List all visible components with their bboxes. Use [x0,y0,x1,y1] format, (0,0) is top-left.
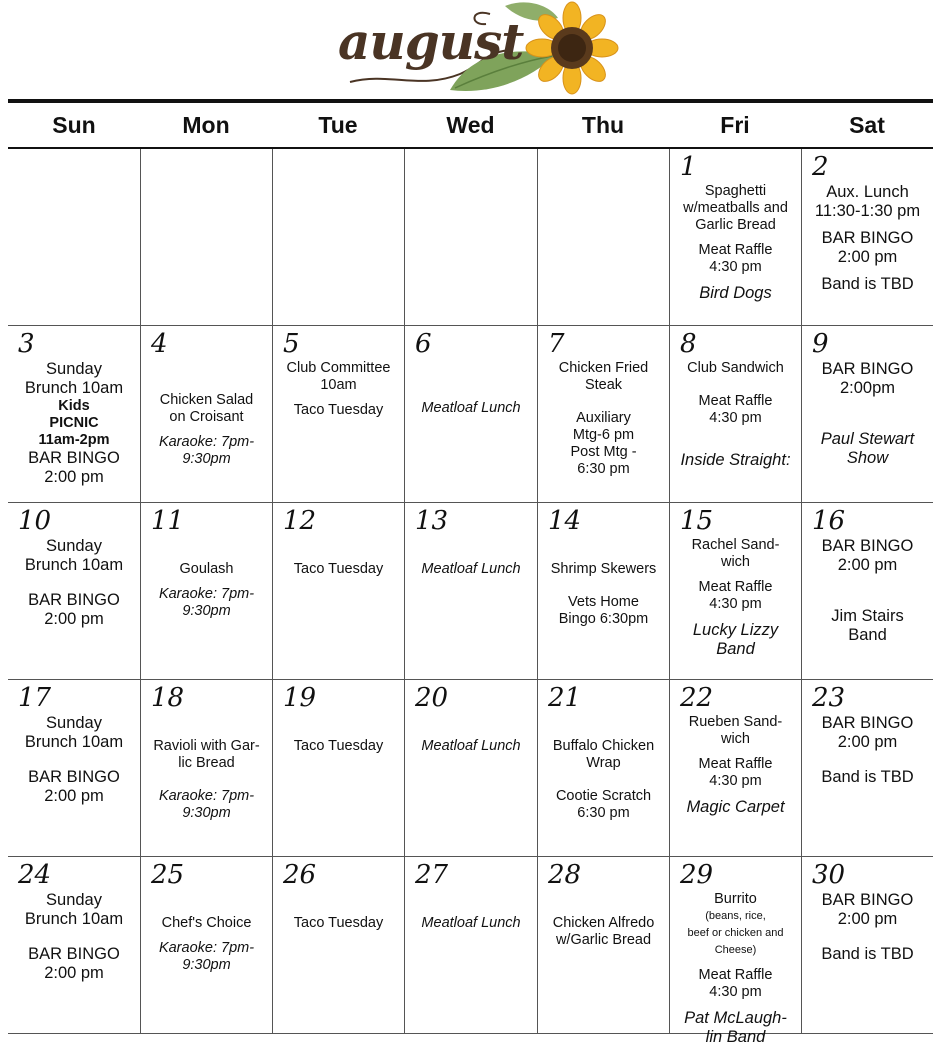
day-events [673,537,798,659]
event-text: (beans, rice, [705,910,766,922]
event-text: Meat Raffle [698,579,773,595]
event-text: Goulash [179,561,234,577]
day-events [541,360,666,478]
weekday-wed: Wed [446,112,495,138]
event-text: 4:30 pm [709,410,762,426]
event-text: PICNIC [49,415,99,431]
week-row [8,149,933,326]
day-events [805,183,930,294]
event-text: Brunch 10am [24,910,124,928]
day-number: 7 [548,329,565,359]
event-text: Bird Dogs [699,284,772,302]
event-text: Taco Tuesday [293,738,384,754]
event-text: Karaoke: 7pm- [158,788,255,804]
event-text: 4:30 pm [709,259,762,275]
day-events [408,714,534,755]
day-cell-13 [404,503,537,679]
event-text: Club Sandwich [687,360,784,376]
event-text: Garlic Bread [695,217,776,233]
weekday-tue: Tue [318,112,358,138]
day-cell-16 [801,503,933,679]
event-text: 2:00 pm [44,964,104,982]
event-text: beef or chicken and [687,927,784,939]
day-number: 19 [283,683,317,713]
day-cell-22 [669,680,801,856]
event-text: Rueben Sand- [688,714,783,730]
event-text: Vets Home [568,594,639,610]
event-text: Meatloaf Lunch [421,561,521,577]
event-text: Sunday [46,537,102,555]
event-text: Band is TBD [821,275,914,293]
day-cell-9 [801,326,933,502]
event-text: 9:30pm [182,451,231,467]
day-events [276,714,401,755]
day-number: 29 [680,860,714,890]
event-text: 4:30 pm [709,596,762,612]
day-cell-2 [801,149,933,325]
event-text: Mtg-6 pm [572,427,635,443]
event-text: 9:30pm [182,603,231,619]
event-text: Rachel Sand- [691,537,780,553]
event-text: Chicken Alfredo [552,915,655,931]
week-row [8,680,933,857]
week-row [8,326,933,503]
day-cell-28 [537,857,669,1033]
event-text: w/meatballs and [683,200,788,216]
day-cell-27 [404,857,537,1033]
day-number: 14 [548,506,582,536]
event-text: wich [720,554,750,570]
day-number: 13 [415,506,449,536]
event-text: BAR BINGO [821,891,914,909]
day-number: 26 [283,860,317,890]
event-text: Spaghetti [704,183,767,199]
event-text: Karaoke: 7pm- [158,940,255,956]
event-text: Karaoke: 7pm- [158,586,255,602]
event-text: Meat Raffle [698,242,773,258]
day-number: 8 [680,329,697,359]
event-text: Taco Tuesday [293,915,384,931]
event-text: Paul Stewart [820,430,915,448]
day-number: 22 [680,683,714,713]
event-text: Aux. Lunch [826,183,909,201]
day-number: 28 [548,860,582,890]
day-number: 11 [151,506,185,536]
event-text: Jim Stairs [831,607,904,625]
day-cell-10 [8,503,140,679]
day-cell-20 [404,680,537,856]
day-events [11,360,137,487]
event-text: BAR BINGO [28,945,120,963]
day-events [541,714,666,822]
empty-day-cell [537,149,669,325]
event-text: Band [716,640,755,658]
event-text: Sunday [46,891,102,909]
day-events [276,360,401,419]
empty-day-cell [8,149,140,325]
day-cell-23 [801,680,933,856]
day-number: 24 [18,860,52,890]
day-number: 2 [812,152,829,182]
day-number: 1 [680,152,697,182]
event-text: Sunday [46,360,102,378]
day-number: 17 [18,683,52,713]
month-title: august [338,12,524,71]
day-events [805,714,930,787]
weeks-container [8,149,933,1046]
calendar-grid [8,99,933,1046]
event-text: Burrito [714,891,757,907]
day-events [144,891,269,974]
day-events [408,537,534,578]
event-text: Bingo 6:30pm [558,611,649,627]
event-text: BAR BINGO [821,537,914,555]
day-number: 18 [151,683,185,713]
event-text: Band [848,626,887,644]
event-text: BAR BINGO [28,768,120,786]
day-events [805,891,930,964]
day-number: 20 [415,683,449,713]
event-text: Show [846,449,889,467]
day-cell-24 [8,857,140,1033]
event-text: 2:00 pm [44,610,104,628]
day-number: 16 [812,506,846,536]
event-text: 10am [320,377,357,393]
event-text: 9:30pm [182,957,231,973]
day-events [144,360,269,468]
event-text: BAR BINGO [821,714,914,732]
weekday-sat: Sat [849,112,885,138]
event-text: BAR BINGO [28,591,120,609]
event-text: Chicken Salad [159,392,254,408]
day-events [408,891,534,932]
event-text: Cootie Scratch [555,788,652,804]
day-number: 25 [151,860,185,890]
event-text: Inside Straight: [680,451,791,469]
day-events [673,360,798,470]
event-text: Meatloaf Lunch [421,915,521,931]
day-cell-4 [140,326,272,502]
event-text: Chicken Fried [558,360,649,376]
day-cell-18 [140,680,272,856]
week-row [8,857,933,1046]
event-text: Sunday [46,714,102,732]
weekday-thu: Thu [581,112,625,138]
day-number: 6 [415,329,432,359]
event-text: 6:30 pm [577,461,630,477]
day-cell-7 [537,326,669,502]
day-events [805,360,930,468]
day-events [11,537,137,629]
day-events [276,537,401,578]
event-text: on Croisant [169,409,244,425]
day-cell-30 [801,857,933,1033]
event-text: 6:30 pm [577,805,630,821]
event-text: Band is TBD [821,768,914,786]
event-text: Meat Raffle [698,393,773,409]
event-text: Post Mtg - [570,444,637,460]
day-events [408,360,534,417]
event-text: 4:30 pm [709,984,762,1000]
day-events [144,714,269,822]
empty-day-cell [404,149,537,325]
event-text: w/Garlic Bread [555,932,652,948]
event-text: BAR BINGO [821,229,914,247]
event-text: Ravioli with Gar- [153,738,260,754]
day-cell-12 [272,503,404,679]
day-number: 12 [283,506,317,536]
event-text: Brunch 10am [24,379,124,397]
day-events [541,891,666,949]
event-text: Karaoke: 7pm- [158,434,255,450]
day-events [805,537,930,645]
event-text: Taco Tuesday [293,402,384,418]
event-text: 2:00 pm [837,733,898,751]
day-cell-19 [272,680,404,856]
event-text: 2:00 pm [837,248,898,266]
day-cell-5 [272,326,404,502]
day-events [276,891,401,932]
day-events [11,891,137,983]
day-events [673,183,798,303]
day-cell-29 [669,857,801,1046]
event-text: 4:30 pm [709,773,762,789]
event-text: Club Committee [286,360,391,376]
day-number: 30 [812,860,846,890]
day-cell-21 [537,680,669,856]
event-text: 2:00 pm [837,556,898,574]
event-text: lin Band [705,1028,766,1046]
event-text: Buffalo Chicken [552,738,655,754]
day-cell-6 [404,326,537,502]
day-cell-8 [669,326,801,502]
day-number: 4 [151,329,168,359]
day-events [673,714,798,817]
day-cell-25 [140,857,272,1033]
event-text: Magic Carpet [686,798,785,816]
event-text: Shrimp Skewers [550,561,657,577]
day-cell-17 [8,680,140,856]
event-text: 2:00pm [839,379,896,397]
day-cell-11 [140,503,272,679]
event-text: 9:30pm [182,805,231,821]
day-cell-26 [272,857,404,1033]
event-text: Auxiliary [576,410,631,426]
event-text: wich [720,731,750,747]
event-text: Band is TBD [821,945,914,963]
event-text: 11:30-1:30 pm [814,202,921,220]
event-text: 2:00 pm [837,910,898,928]
event-text: Lucky Lizzy [692,621,779,639]
weekday-mon: Mon [182,112,230,138]
empty-day-cell [272,149,404,325]
day-cell-3 [8,326,140,502]
event-text: Brunch 10am [24,556,124,574]
day-number: 23 [812,683,846,713]
empty-day-cell [140,149,272,325]
event-text: Chef's Choice [161,915,252,931]
day-events [11,714,137,806]
weekday-header-row [8,103,933,149]
day-number: 5 [283,329,300,359]
day-cell-1 [669,149,801,325]
event-text: lic Bread [178,755,235,771]
day-number: 10 [18,506,52,536]
day-number: 15 [680,506,714,536]
day-cell-14 [537,503,669,679]
day-events [673,891,798,1047]
day-number: 3 [18,329,35,359]
day-number: 21 [548,683,582,713]
day-cell-15 [669,503,801,679]
event-text: Meatloaf Lunch [421,738,521,754]
event-text: Steak [584,377,623,393]
calendar-header [0,0,937,98]
day-number: 27 [415,860,449,890]
event-text: Meat Raffle [698,756,773,772]
event-text: Meatloaf Lunch [421,400,521,416]
event-text: Wrap [586,755,621,771]
event-text: Cheese) [714,944,757,956]
event-text: 2:00 pm [44,787,104,805]
event-text: 11am-2pm [38,432,110,448]
weekday-fri: Fri [720,112,750,138]
event-text: BAR BINGO [821,360,914,378]
event-text: Taco Tuesday [293,561,384,577]
day-number: 9 [812,329,829,359]
event-text: Pat McLaugh- [684,1009,787,1027]
week-row [8,503,933,680]
day-events [541,537,666,628]
event-text: 2:00 pm [44,468,104,486]
event-text: BAR BINGO [28,449,120,467]
event-text: Brunch 10am [24,733,124,751]
event-text: Meat Raffle [698,967,773,983]
event-text: Kids [58,398,90,414]
weekday-sun: Sun [52,112,96,138]
day-events [144,537,269,620]
